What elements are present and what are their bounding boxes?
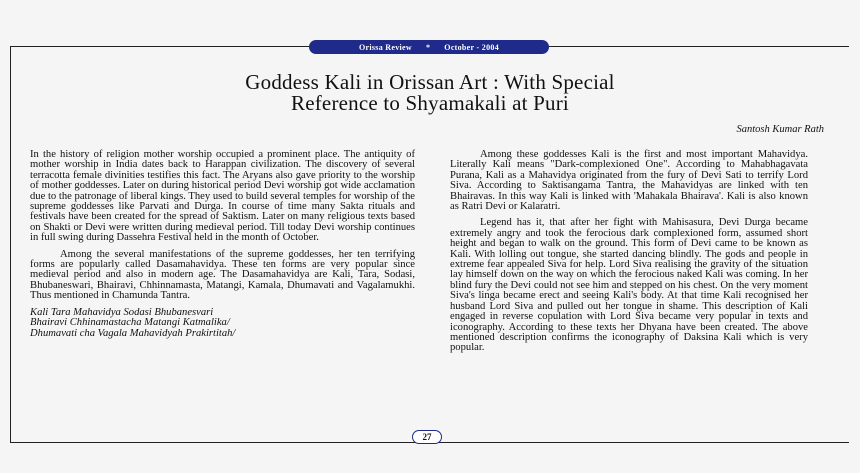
quote-line-3: Dhumavati cha Vagala Mahavidyah Prakirtitah/ xyxy=(30,327,236,339)
article-title xyxy=(40,72,820,114)
quote-line-2: Bhairavi Chhinamastacha Matangi Katmalika/ xyxy=(30,317,230,329)
left-paragraph-1: In the history of religion mother worship occupied a prominent place. The antiquity of mother worship in India dates back to Harappan civilization. The discovery of several terracotta female divinities testifies this fact. The Aryans also gave priority to the worship of mother goddesses. Later on during historical period Devi worship got wide acclamation due to the patronage of liberal kings. They used to build several temples for worship of the supreme goddesses like Parvati and Durga. In course of time many Sakta rituals and festivals have been created for the spread of Saktism. Later on many religious texts based on Shakti or Devi were written during medieval period. Till today Devi worship continues in full swing during Dassehra Festival held in the month of October. xyxy=(30,149,415,244)
journal-header-badge xyxy=(309,40,549,54)
journal-name: Orissa Review xyxy=(358,42,412,52)
left-paragraph-2: Among the several manifestations of the supreme goddesses, her ten terrifying forms are popularly called Dasamahavidya. These ten forms are very popular since medieval period and also in modern age. The Dasamahavidya are Kali, Tara, Sodasi, Bhubaneswari, Bhairavi, Chhinnamasta, Matangi, Kamala, Dhumavati and Vagalamukhi. Thus mentioned in Chamunda Tantra. xyxy=(30,248,415,302)
right-paragraph-1: Among these goddesses Kali is the first and most important Mahavidya. Literally Kali means "Dark-complexioned One". According to Mahabhagavata Purana, Kali as a Mahavidya originated from the fury of Devi Sati to terrify Lord Siva. According to Saktisangama Tantra, the Mahavidyas are linked with ten Bhairavas. In this way Kali is linked with 'Mahakala Bhairava'. Kali is also known as Ratri Devi or Kalaratri. xyxy=(450,149,808,213)
sanskrit-quote xyxy=(30,308,415,339)
title-line-2: Reference to Shyamakali at Puri xyxy=(291,91,569,115)
header-separator: * xyxy=(425,42,431,52)
author-name: Santosh Kumar Rath xyxy=(736,124,824,135)
page-number: 27 xyxy=(412,430,442,444)
right-paragraph-2: Legend has it, that after her fight with Mahisasura, Devi Durga became extremely angry and took the ferocious dark complexioned form, assumed short height and began to walk on the ground. This form of Devi came to be known as Kali. With lolling out tongue, she started dancing blindly. The gods and people in extreme fear appealed Siva for help. Lord Siva realising the gravity of the situation lay himself down on the way on which the ferocious naked Kali was coming. In her blind fury the Devi could not see him and stepped on his chest. On the very moment Siva's linga became erect and seeing Kali's body. At that time Kali recognised her husband Lord Siva and pulled out her tongue in shame. This description of Kali engaged in reverse copulation with Lord Siva became very popular in texts and iconography. According to these texts her Dhyana have been created. The above mentioned description confirms the iconography of Daksina Kali which is very popular. xyxy=(450,217,808,354)
issue-date: October - 2004 xyxy=(444,42,500,52)
right-column xyxy=(450,150,808,360)
left-column xyxy=(30,150,415,339)
title-line-1: Goddess Kali in Orissan Art : With Special xyxy=(245,70,615,94)
quote-line-1: Kali Tara Mahavidya Sodasi Bhubanesvari xyxy=(30,306,214,318)
